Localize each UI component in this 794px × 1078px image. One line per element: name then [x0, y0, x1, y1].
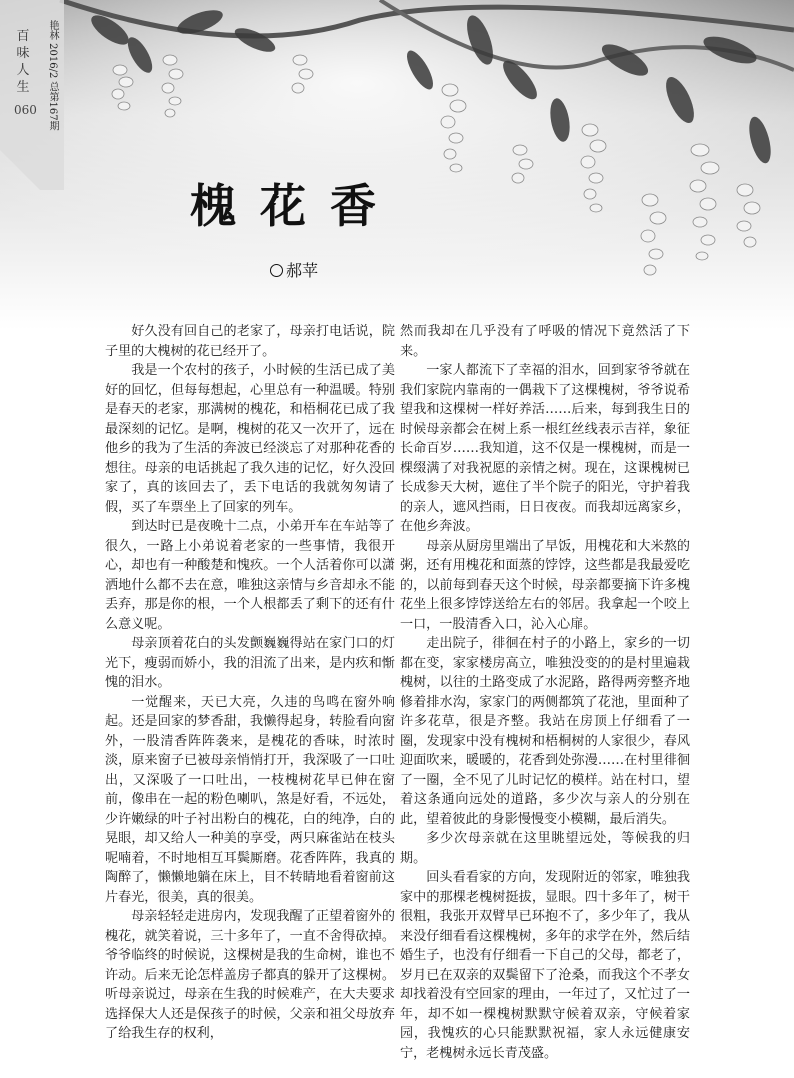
bullet-circle-icon [270, 264, 283, 277]
paragraph: 多少次母亲就在这里眺望远处，等候我的归期。 [400, 831, 690, 866]
journal-issue-info: 艳林 2016/2 总第167期 [47, 20, 58, 131]
paragraph: 回头看看家的方向，发现附近的邻家，唯独我家中的那棵老槐树挺拔，显眼。四十多年了，树干很粗，我张开双臂早已环抱不了，多少年了，我从来没仔细看看这棵槐树，多年的求学在外，然后结婚生子，也没有仔细看一下自己的父母，都老了，岁月已在双亲的双鬓留下了沧桑，而我这个不孝女却找着没有空回家的理由，一年过了，又忙过了一年，却不如一棵槐树默默守候着双亲，守候着家园，我愧疚的心只能默默祝福，家人永远健康安宁，老槐树永远长青茂盛。 [400, 870, 690, 1061]
paragraph: 母亲轻轻走进房内，发现我醒了正望着窗外的槐花，就笑着说，三十多年了，一直不舍得砍掉。爷爷临终的时候说，这棵树是我的生命树，谁也不许动。后来无论怎样盖房子都真的躲开了这棵树。听母亲说过，母亲在生我的时候难产，在大夫要求选择保大人还是保孩子的时候，父亲和祖父母放弃了给我生存的权利， [105, 909, 395, 1041]
paragraph: 一家人都流下了幸福的泪水，回到家爷爷就在我们家院内靠南的一偶栽下了这棵槐树，爷爷说希望我和这棵树一样好养活……后来，每到我生日的时候母亲都会在树上系一根红丝线表示吉祥，象征长命百岁……我知道，这不仅是一棵槐树，而是一棵缀满了对我祝愿的亲情之树。现在，这课槐树已长成参天大树，遮住了半个院子的阳光，守护着我的亲人，遮风挡雨，日日夜夜。而我却远离家乡，在他乡奔波。 [400, 363, 690, 534]
paragraph-continued: 然而我却在几乎没有了呼吸的情况下竟然活了下来。 [400, 324, 690, 359]
section-name: 百味人生 [16, 29, 30, 95]
author-byline [270, 258, 318, 281]
running-header [0, 0, 64, 190]
author-name: 郝苹 [286, 261, 319, 280]
paragraph: 一觉醒来，天已大亮，久违的鸟鸣在窗外响起。还是回家的梦香甜，我懒得起身，转脸看向窗外，一股清香阵阵袭来，是槐花的香味，时浓时淡，原来窗子已被母亲悄悄打开，我深吸了一口吐出，又深吸了一口吐出，一枝槐树花早已伸在窗前，像串在一起的粉色喇叭，煞是好看，不远处，少许嫩绿的叶子衬出粉白的槐花，白的纯净，白的晃眼，却又给人一种美的享受，两只麻雀站在枝头呢喃着，不时地相互耳鬓厮磨。花香阵阵，我真的陶醉了，懒懒地躺在床上，目不转睛地看着窗前这片春光，很美，真的很美。 [105, 694, 395, 905]
paragraph: 到达时已是夜晚十二点，小弟开车在车站等了很久，一路上小弟说着老家的一些事情，我很开心，却也有一种酸楚和愧疚。一个人活着你可以潇洒地什么都不去在意，唯独这亲情与乡音却永不能丢弃，那是你的根，一个人根都丢了剩下的还有什么意义呢。 [105, 519, 395, 632]
paragraph: 我是一个农村的孩子，小时候的生活已成了美好的回忆，但每每想起，心里总有一种温暖。特别是春天的老家，那满树的槐花，和梧桐花已成了我最深刻的记忆。是啊，槐树的花又一次开了，远在他乡的我为了生活的奔波已经淡忘了对那种花香的想往。母亲的电话挑起了我久违的记忆，好久没回家了，真的该回去了，丢下电话的我就匆匆请了假，买了车票坐上了回家的列车。 [105, 363, 395, 515]
paragraph: 好久没有回自己的老家了，母亲打电话说，院子里的大槐树的花已经开了。 [105, 324, 395, 359]
paragraph: 母亲从厨房里端出了早饭，用槐花和大米熬的粥，还有用槐花和面蒸的饽饽，这些都是我最爱吃的，以前每到春天这个时候，母亲都要摘下许多槐花坐上很多饽饽送给左右的邻居。我拿起一个咬上一口，一股清香入口，沁入心扉。 [400, 538, 690, 632]
page-number: 060 [14, 103, 37, 117]
body-column-left [105, 322, 395, 1044]
wisteria-header-illustration [0, 0, 794, 330]
body-column-right [400, 322, 690, 1063]
paragraph: 母亲顶着花白的头发颤巍巍得站在家门口的灯光下，瘦弱而娇小，我的泪流了出来，是内疚和惭愧的泪水。 [105, 636, 395, 690]
paragraph: 走出院子，徘徊在村子的小路上，家乡的一切都在变，家家楼房高立，唯独没变的的是村里遍栽槐树，以往的土路变成了水泥路，路得两旁整齐地修着排水沟，家家门的两侧都筑了花池，里面种了许多花草，很是齐整。我站在房顶上仔细看了一圈，发现家中没有槐树和梧桐树的人家很少，春风迎面吹来，暖暖的，花香到处弥漫……在村里徘徊了一圈，全不见了儿时记忆的模样。站在村口，望着这条通向远处的道路，多少次与亲人的分别在此，望着彼此的身影慢慢变小模糊，最后消失。 [400, 636, 690, 827]
article-title: 槐花香 [190, 179, 400, 233]
